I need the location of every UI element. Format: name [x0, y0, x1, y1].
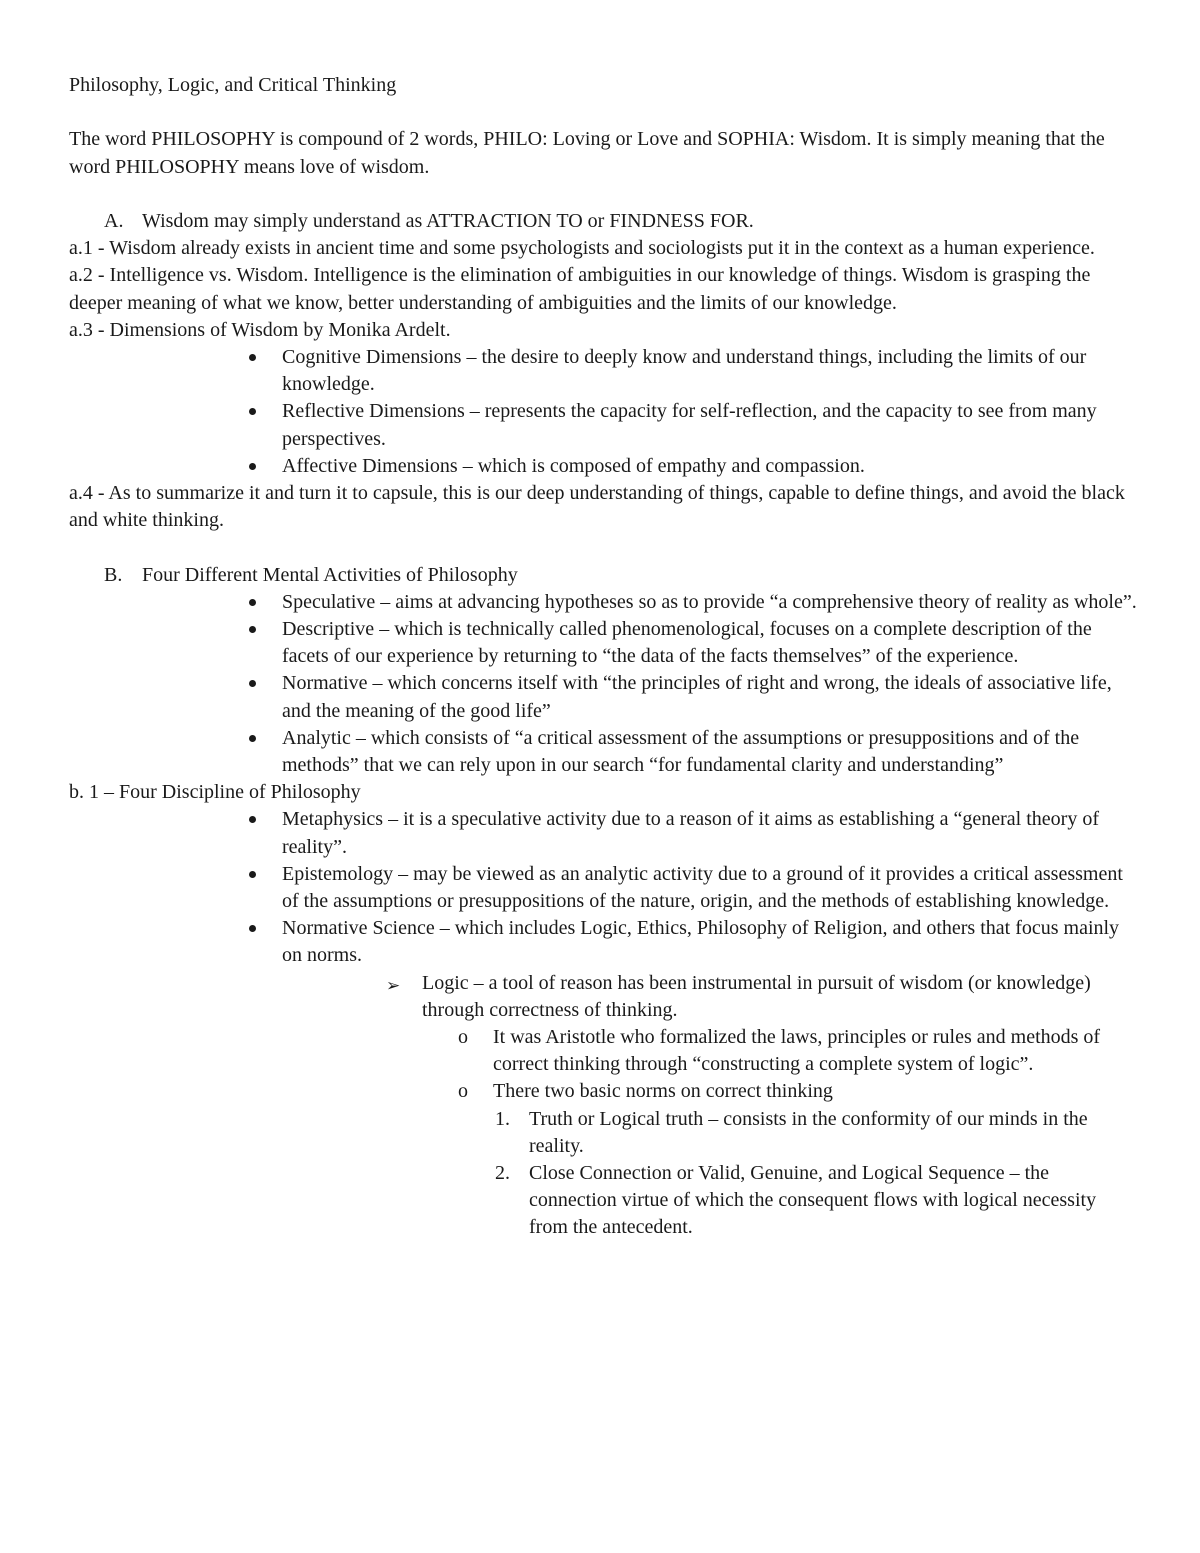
paragraph-a2: a.2 - Intelligence vs. Wisdom. Intelligence is the elimination of ambiguities in our knowledge of things. Wisdom is grasping the deeper meaning of what we know, better understanding of ambiguities and the limits of our knowledge. — [69, 264, 1091, 314]
logic-item — [69, 970, 1139, 1024]
bullet-dot-icon — [249, 735, 256, 742]
bullet-item — [69, 616, 1139, 670]
sub-bullet-item — [69, 1078, 1139, 1105]
intro-paragraph: The word PHILOSOPHY is compound of 2 words, PHILO: Loving or Love and SOPHIA: Wisdom. It is simply meaning that the word PHILOSOPHY means love of wisdom. — [69, 128, 1105, 178]
bullet-dot-icon — [249, 925, 256, 932]
bullet-text: Reflective Dimensions – represents the capacity for self-reflection, and the capacity to see from many perspectives. — [282, 400, 1097, 450]
bullet-dot-icon — [249, 599, 256, 606]
document-body — [69, 72, 1139, 1242]
section-a-marker: A. — [104, 209, 124, 232]
item-number: 2. — [495, 1162, 510, 1185]
bullet-text: Metaphysics – it is a speculative activity due to a reason of it aims as establishing a “general theory of reality”. — [282, 808, 1099, 858]
document-title: Philosophy, Logic, and Critical Thinking — [69, 74, 397, 96]
paragraph-a3: a.3 - Dimensions of Wisdom by Monika Ardelt. — [69, 318, 451, 341]
section-b-marker: B. — [104, 563, 123, 586]
spacer — [69, 99, 1139, 126]
bullet-item — [69, 670, 1139, 724]
bullet-item — [69, 725, 1139, 779]
bullet-item — [69, 915, 1139, 969]
paragraph-b1: b. 1 – Four Discipline of Philosophy — [69, 781, 361, 804]
section-b-heading — [69, 562, 1139, 589]
spacer — [69, 534, 1139, 561]
bullet-item — [69, 589, 1139, 616]
bullet-item — [69, 806, 1139, 860]
spacer — [69, 181, 1139, 208]
numbered-item — [69, 1160, 1139, 1242]
bullet-text: Analytic – which consists of “a critical assessment of the assumptions or presuppositions and of the methods” that we can rely upon in our search “for fundamental clarity and understanding” — [282, 726, 1080, 777]
bullet-text: Normative – which concerns itself with “the principles of right and wrong, the ideals of associative life, and the meaning of the good life” — [282, 672, 1112, 722]
logic-text: Logic – a tool of reason has been instrumental in pursuit of wisdom (or knowledge) through correctness of thinking. — [422, 971, 1091, 1021]
sub-bullet-item — [69, 1024, 1139, 1078]
paragraph-a1: a.1 - Wisdom already exists in ancient time and some psychologists and sociologists put it in the context as a human experience. — [69, 237, 1095, 260]
bullet-item — [69, 453, 1139, 480]
numbered-item — [69, 1106, 1139, 1160]
bullet-item — [69, 344, 1139, 398]
item-number: 1. — [495, 1107, 510, 1130]
numbered-text: Truth or Logical truth – consists in the conformity of our minds in the reality. — [529, 1107, 1088, 1157]
circle-bullet-icon: o — [458, 1026, 468, 1049]
bullet-text: Descriptive – which is technically called phenomenological, focuses on a complete description of the facets of our experience by returning to “the data of the facts themselves” of the experience. — [282, 618, 1092, 668]
bullet-text: Epistemology – may be viewed as an analytic activity due to a ground of it provides a critical assessment of the assumptions or presuppositions of the nature, origin, and the methods of establishing knowledge. — [282, 862, 1123, 913]
bullet-item — [69, 398, 1139, 452]
arrowhead-bullet-icon: ➢ — [386, 975, 401, 995]
numbered-text: Close Connection or Valid, Genuine, and Logical Sequence – the connection virtue of which the consequent flows with logical necessity from the antecedent. — [529, 1162, 1097, 1239]
bullet-dot-icon — [249, 871, 256, 878]
bullet-dot-icon — [249, 680, 256, 687]
sub-bullet-text: There two basic norms on correct thinking — [493, 1080, 833, 1103]
bullet-text: Affective Dimensions – which is composed of empathy and compassion. — [282, 454, 865, 477]
section-a-heading-text: Wisdom may simply understand as ATTRACTION TO or FINDNESS FOR. — [142, 209, 754, 232]
paragraph-a4: a.4 - As to summarize it and turn it to capsule, this is our deep understanding of things, capable to define things, and avoid the black and white thinking. — [69, 482, 1125, 532]
bullet-item — [69, 861, 1139, 915]
bullet-text: Speculative – aims at advancing hypotheses so as to provide “a comprehensive theory of reality as whole”. — [282, 590, 1137, 613]
section-a-heading — [69, 208, 1139, 235]
sub-bullet-text: It was Aristotle who formalized the laws, principles or rules and methods of correct thinking through “constructing a complete system of logic”. — [493, 1026, 1101, 1076]
bullet-dot-icon — [249, 626, 256, 633]
bullet-dot-icon — [249, 463, 256, 470]
bullet-dot-icon — [249, 408, 256, 415]
bullet-dot-icon — [249, 354, 256, 361]
bullet-text: Cognitive Dimensions – the desire to deeply know and understand things, including the limits of our knowledge. — [282, 346, 1087, 396]
bullet-text: Normative Science – which includes Logic, Ethics, Philosophy of Religion, and others that focus mainly on norms. — [282, 917, 1120, 967]
section-b-heading-text: Four Different Mental Activities of Philosophy — [142, 563, 518, 586]
circle-bullet-icon: o — [458, 1080, 468, 1103]
bullet-dot-icon — [249, 816, 256, 823]
